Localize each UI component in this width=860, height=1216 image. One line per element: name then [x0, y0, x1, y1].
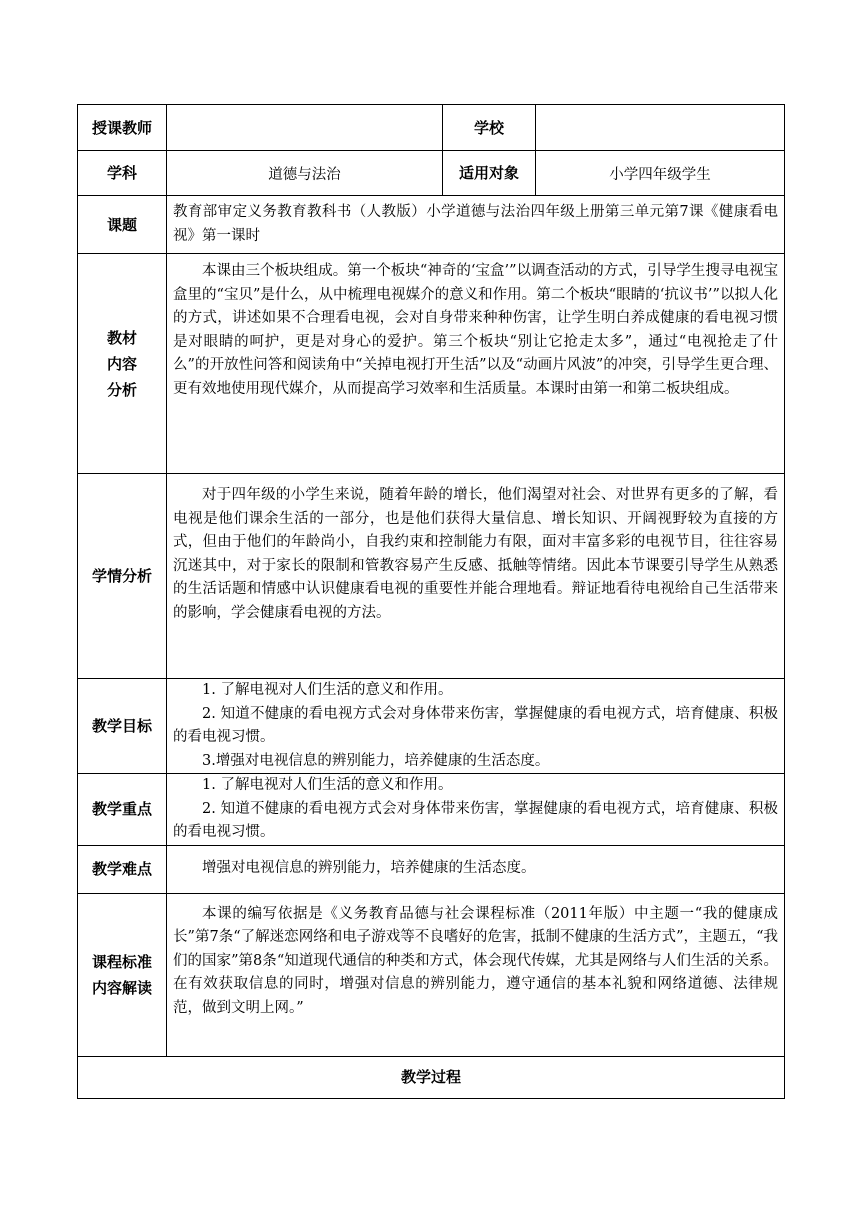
material-text: 本课由三个板块组成。第一个板块“神奇的‘宝盒’”以调查活动的方式，引导学生搜寻电视宝盒里的“宝贝”是什么，从中梳理电视媒介的意义和作用。第二个板块“眼睛的‘抗议书’”以拟人化的方式，讲述如果不合理看电视，会对自身带来种种伤害，让学生明白养成健康的看电视习惯是对眼睛的呵护，更是对身心的爱护。第三个板块“别让它抢走太多”，通过“电视抢走了什么”的开放性问答和阅读角中“关掉电视打开生活”以及“动画片风波”的冲突，引导学生更合理、更有效地使用现代媒介，从而提高学习效率和生活质量。本课时由第一和第二板块组成。 [167, 254, 785, 474]
material-label [78, 254, 167, 474]
standards-text: 本课的编写依据是《义务教育品德与社会课程标准（2011年版）中主题一“我的健康成长”第7条“了解迷恋网络和电子游戏等不良嗜好的危害，抵制不健康的生活方式”，主题五，“我们的国家”第8条“知道现代通信的种类和方式，体会现代传媒，尤其是网络与人们生活的关系。在有效获取信息的同时，增强对信息的辨别能力，遵守通信的基本礼貌和网络道德、法律规范，做到文明上网。” [167, 893, 785, 1056]
goals-row [78, 679, 785, 774]
key-points-label: 教学重点 [78, 774, 167, 846]
learner-row [78, 474, 785, 679]
subject-value: 道德与法治 [167, 151, 443, 196]
process-row [78, 1056, 785, 1098]
standards-label-line: 内容解读 [91, 978, 152, 997]
audience-label: 适用对象 [443, 151, 536, 196]
difficulties-row [78, 845, 785, 893]
standards-row [78, 893, 785, 1056]
teacher-label: 授课教师 [78, 105, 167, 151]
key-points-list [167, 774, 785, 846]
goals-list [167, 679, 785, 774]
topic-text: 教育部审定义务教育教科书（人教版）小学道德与法治四年级上册第三单元第7课《健康看电视》第一课时 [167, 196, 785, 254]
goal-item: 2. 知道不健康的看电视方式会对身体带来伤害，掌握健康的看电视方式，培育健康、积极的看电视习惯。 [173, 705, 778, 745]
standards-label-line: 课程标准 [91, 952, 152, 971]
learner-label: 学情分析 [78, 474, 167, 679]
material-label-line: 内容 [106, 354, 137, 373]
material-label-line: 分析 [106, 380, 137, 399]
material-row [78, 254, 785, 474]
school-label: 学校 [443, 105, 536, 151]
goal-item: 3.增强对电视信息的辨别能力，培养健康的生活态度。 [202, 752, 550, 769]
key-point-item: 1. 了解电视对人们生活的意义和作用。 [202, 777, 453, 793]
teacher-school-row [78, 105, 785, 151]
key-points-row [78, 774, 785, 846]
standards-label [78, 893, 167, 1056]
topic-label: 课题 [78, 196, 167, 254]
audience-value: 小学四年级学生 [536, 151, 785, 196]
teacher-value [167, 105, 443, 151]
goals-label: 教学目标 [78, 679, 167, 774]
material-label-line: 教材 [106, 328, 137, 347]
key-point-item: 2. 知道不健康的看电视方式会对身体带来伤害，掌握健康的看电视方式，培育健康、积极的看电视习惯。 [173, 800, 778, 840]
lesson-plan-table [77, 104, 785, 1099]
topic-row [78, 196, 785, 254]
subject-label: 学科 [78, 151, 167, 196]
learner-text: 对于四年级的小学生来说，随着年龄的增长，他们渴望对社会、对世界有更多的了解，看电视是他们课余生活的一部分，也是他们获得大量信息、增长知识、开阔视野较为直接的方式，但由于他们的年龄尚小，自我约束和控制能力有限，面对丰富多彩的电视节目，往往容易沉迷其中，对于家长的限制和管教容易产生反感、抵触等情绪。因此本节课要引导学生从熟悉的生活话题和情感中认识健康看电视的重要性并能合理地看。辩证地看待电视给自己生活带来的影响，学会健康看电视的方法。 [167, 474, 785, 679]
difficulties-text: 增强对电视信息的辨别能力，培养健康的生活态度。 [167, 845, 785, 893]
process-heading: 教学过程 [78, 1056, 785, 1098]
goal-item: 1. 了解电视对人们生活的意义和作用。 [202, 682, 453, 698]
difficulties-label: 教学难点 [78, 845, 167, 893]
school-value [536, 105, 785, 151]
subject-audience-row [78, 151, 785, 196]
